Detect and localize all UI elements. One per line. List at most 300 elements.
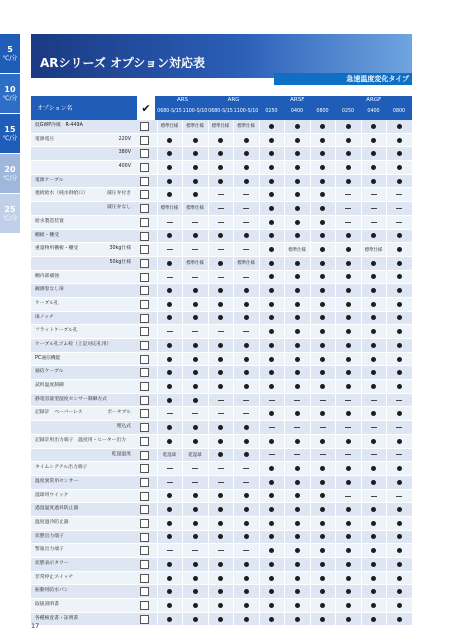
cell-available [285,490,310,503]
column-divider [361,188,362,201]
available-dot-icon [346,548,351,553]
column-divider [361,435,362,448]
cell-unavailable [183,407,208,420]
cell-text: 標準仕様 [364,247,383,253]
column-divider [208,449,209,462]
row-checkbox[interactable] [140,163,149,172]
cell-available [361,284,386,297]
column-divider [233,407,234,420]
column-divider [233,257,234,270]
column-divider [182,585,183,598]
column-divider [182,202,183,215]
column-divider [182,462,183,475]
cell-available [259,202,284,215]
available-dot-icon [320,480,325,485]
row-label-main: 記録計 ペーパーレス [35,410,83,416]
available-dot-icon [371,302,376,307]
row-checkbox[interactable] [140,327,149,336]
available-dot-icon [269,617,274,622]
cell-available [387,599,412,612]
column-divider [412,558,413,571]
row-checkbox[interactable] [140,574,149,583]
side-tab-number: 15 [4,124,16,134]
available-dot-icon [193,370,198,375]
column-divider [208,339,209,352]
available-dot-icon [371,480,376,485]
cell-available [310,243,335,256]
available-dot-icon [295,233,300,238]
column-divider [259,147,260,160]
column-divider [386,353,387,366]
column-divider [310,271,311,284]
available-dot-icon [193,233,198,238]
row-label-main: 重量物用棚板・棚受 [35,246,79,252]
available-dot-icon [371,439,376,444]
cell-available [361,558,386,571]
row-checkbox[interactable] [140,300,149,309]
cell-unavailable [387,394,412,407]
row-checkbox[interactable] [140,259,149,268]
row-checkbox[interactable] [140,218,149,227]
column-divider [361,544,362,557]
column-divider [182,298,183,311]
column-divider [386,271,387,284]
cell-available [234,147,259,160]
column-divider [284,325,285,338]
available-dot-icon [218,521,223,526]
available-dot-icon [244,603,249,608]
column-divider [208,572,209,585]
row-checkbox[interactable] [140,273,149,282]
cell-available [285,325,310,338]
column-divider [182,517,183,530]
row-label-main: 取扱説明書 [35,602,59,608]
dash-icon [218,194,224,195]
column-divider [259,380,260,393]
column-divider [233,134,234,147]
column-divider [335,544,336,557]
available-dot-icon [346,603,351,608]
side-tab[interactable] [0,194,20,233]
cell-available [208,421,233,434]
column-divider [310,353,311,366]
cell-available [336,572,361,585]
available-dot-icon [397,466,402,471]
available-dot-icon [269,480,274,485]
dash-icon [243,249,249,250]
cell-available [310,476,335,489]
dash-icon [218,468,224,469]
row-checkbox[interactable] [140,464,149,473]
column-divider [208,325,209,338]
column-divider [157,257,158,270]
row-checkbox[interactable] [140,615,149,624]
table-row [31,243,412,257]
cell-available [183,572,208,585]
column-divider [182,120,183,133]
cell-unavailable [361,188,386,201]
column-divider [182,394,183,407]
table-row [31,188,412,202]
cell-available [285,613,310,626]
row-checkbox[interactable] [140,149,149,158]
available-dot-icon [193,603,198,608]
side-tab[interactable] [0,114,20,153]
column-divider [259,585,260,598]
available-dot-icon [218,603,223,608]
dash-icon [167,331,173,332]
available-dot-icon [320,521,325,526]
column-divider [259,490,260,503]
header-group: ARSF [290,97,305,103]
column-divider [233,284,234,297]
available-dot-icon [167,138,172,143]
available-dot-icon [193,138,198,143]
available-dot-icon [371,370,376,375]
column-divider [208,585,209,598]
cell-available [336,558,361,571]
available-dot-icon [346,534,351,539]
row-checkbox[interactable] [140,382,149,391]
row-checkbox[interactable] [140,423,149,432]
table-header [31,96,412,120]
dash-icon [294,454,300,455]
available-dot-icon [397,589,402,594]
column-divider [182,599,183,612]
row-checkbox[interactable] [140,286,149,295]
available-dot-icon [269,124,274,129]
cell-available [310,517,335,530]
column-divider [335,613,336,626]
available-dot-icon [269,261,274,266]
available-dot-icon [167,233,172,238]
available-dot-icon [244,521,249,526]
cell-available [310,572,335,585]
row-checkbox[interactable] [140,587,149,596]
cell-available [285,544,310,557]
cell-available [387,284,412,297]
available-dot-icon [397,603,402,608]
available-dot-icon [218,233,223,238]
column-divider [335,202,336,215]
cell-available [336,175,361,188]
column-divider [208,613,209,626]
column-divider [208,175,209,188]
row-checkbox[interactable] [140,314,149,323]
cell-available [387,613,412,626]
available-dot-icon [218,288,223,293]
available-dot-icon [193,302,198,307]
row-label-sub: 50kg仕様 [109,259,131,265]
row-checkbox[interactable] [140,136,149,145]
row-checkbox[interactable] [140,341,149,350]
available-dot-icon [295,151,300,156]
column-divider [335,394,336,407]
available-dot-icon [244,315,249,320]
column-divider [208,134,209,147]
column-divider [361,298,362,311]
row-checkbox[interactable] [140,355,149,364]
row-label-sub: 減圧弁なし [107,205,131,211]
cell-available [361,147,386,160]
dash-icon [371,208,377,209]
cell-available [208,490,233,503]
row-checkbox[interactable] [140,560,149,569]
cell-available [285,230,310,243]
row-checkbox[interactable] [140,368,149,377]
column-divider [182,188,183,201]
cell-text: 標準仕様 [160,124,179,130]
column-divider [335,243,336,256]
available-dot-icon [244,384,249,389]
available-dot-icon [218,261,223,266]
row-checkbox[interactable] [140,232,149,241]
row-checkbox[interactable] [140,546,149,555]
dash-icon [218,277,224,278]
cell-available [387,380,412,393]
cell-available [336,298,361,311]
column-divider [361,243,362,256]
column-divider [361,284,362,297]
column-divider [233,476,234,489]
dash-icon [243,413,249,414]
row-checkbox[interactable] [140,519,149,528]
header-sub: 0400 [290,109,304,114]
cell-available [259,462,284,475]
cell-available [183,147,208,160]
cell-text: 標準仕様 [288,247,306,253]
cell-available [361,230,386,243]
available-dot-icon [193,617,198,622]
available-dot-icon [295,261,300,266]
cell-available [157,599,182,612]
column-divider [412,175,413,188]
column-divider [386,544,387,557]
cell-available [387,407,412,420]
available-dot-icon [218,425,223,430]
cell-available [234,558,259,571]
row-label-sub: 380V [118,150,131,156]
column-divider [259,476,260,489]
cell-unavailable [157,476,182,489]
available-dot-icon [167,151,172,156]
dash-icon [167,249,173,250]
cell-available [285,120,310,133]
column-divider [284,202,285,215]
column-divider [361,380,362,393]
column-divider [157,312,158,325]
available-dot-icon [371,617,376,622]
cell-available [361,353,386,366]
column-divider [412,407,413,420]
available-dot-icon [269,548,274,553]
column-divider [157,230,158,243]
side-tab[interactable] [0,74,20,113]
cell-unavailable [183,462,208,475]
column-divider [361,503,362,516]
available-dot-icon [346,617,351,622]
column-divider [182,421,183,434]
column-divider [233,312,234,325]
header-sub: 0680-S/15 [208,109,233,114]
cell-available [310,339,335,352]
cell-available [361,161,386,174]
column-divider [182,407,183,420]
row-label [35,216,135,229]
row-label-main: 状態出力端子 [35,533,64,539]
header-sub: 0680-S/15 [157,109,182,114]
dash-icon [396,400,402,401]
cell-available [157,517,182,530]
row-checkbox[interactable] [140,437,149,446]
available-dot-icon [244,493,249,498]
column-divider [208,531,209,544]
row-checkbox[interactable] [140,505,149,514]
available-dot-icon [218,384,223,389]
cell-available [259,380,284,393]
column-divider [386,558,387,571]
cell-available [259,353,284,366]
cell-unavailable [234,243,259,256]
row-checkbox[interactable] [140,409,149,418]
available-dot-icon [295,589,300,594]
cell-available [259,572,284,585]
table-row [31,435,412,449]
cell-available [208,599,233,612]
side-tab[interactable] [0,154,20,193]
column-divider [259,312,260,325]
row-checkbox[interactable] [140,204,149,213]
dash-icon [167,277,173,278]
row-checkbox[interactable] [140,177,149,186]
cell-available [361,531,386,544]
column-divider [259,503,260,516]
available-dot-icon [295,192,300,197]
available-dot-icon [269,343,274,348]
column-divider [335,298,336,311]
column-divider [386,161,387,174]
available-dot-icon [218,138,223,143]
column-divider [386,230,387,243]
available-dot-icon [193,315,198,320]
row-checkbox[interactable] [140,122,149,131]
available-dot-icon [346,138,351,143]
row-checkbox[interactable] [140,478,149,487]
row-checkbox[interactable] [140,492,149,501]
row-checkbox[interactable] [140,451,149,460]
row-checkbox[interactable] [140,245,149,254]
column-divider [335,230,336,243]
row-label [35,380,135,393]
column-divider [182,490,183,503]
dash-icon [218,550,224,551]
cell-unavailable [259,421,284,434]
row-label-main: 振動用防水パン [35,588,69,594]
table-row [31,257,412,271]
cell-available [234,353,259,366]
cell-unavailable [183,216,208,229]
dash-icon [167,468,173,469]
row-label-sub: 減圧弁付き [107,191,131,197]
cell-available [310,407,335,420]
cell-available [259,298,284,311]
available-dot-icon [193,343,198,348]
cell-unavailable [208,476,233,489]
row-checkbox[interactable] [140,396,149,405]
cell-available [336,353,361,366]
available-dot-icon [295,521,300,526]
column-divider [310,517,311,530]
available-dot-icon [346,357,351,362]
column-divider [182,339,183,352]
cell-available [157,284,182,297]
column-divider [310,476,311,489]
cell-unavailable [183,476,208,489]
column-divider [233,175,234,188]
column-divider [335,517,336,530]
column-divider [412,120,413,133]
side-tab-unit: ℃/分 [2,174,18,182]
cell-available [183,394,208,407]
cell-available [285,462,310,475]
column-divider [157,380,158,393]
column-divider [284,298,285,311]
column-divider [259,202,260,215]
cell-unavailable [208,394,233,407]
cell-unavailable [387,202,412,215]
cell-available [259,407,284,420]
cell-available [387,120,412,133]
cell-available [361,271,386,284]
available-dot-icon [320,439,325,444]
available-dot-icon [320,302,325,307]
column-divider [310,421,311,434]
row-label-main: 静電容量型湿度センサー制御方式 [35,396,107,402]
available-dot-icon [397,315,402,320]
cell-unavailable [387,449,412,462]
available-dot-icon [244,343,249,348]
column-divider [335,462,336,475]
row-checkbox[interactable] [140,190,149,199]
cell-available [183,490,208,503]
cell-available [310,216,335,229]
column-divider [157,188,158,201]
dash-icon [396,496,402,497]
cell-available [387,558,412,571]
row-checkbox[interactable] [140,533,149,542]
column-divider [182,558,183,571]
column-divider [386,517,387,530]
column-divider [412,230,413,243]
column-divider [233,517,234,530]
column-divider [335,134,336,147]
cell-available [259,120,284,133]
cell-text: 標準仕様 [237,124,255,130]
available-dot-icon [218,452,223,457]
column-divider [157,476,158,489]
available-dot-icon [295,343,300,348]
side-tab[interactable] [0,34,20,73]
available-dot-icon [371,261,376,266]
column-divider [284,599,285,612]
available-dot-icon [269,247,274,252]
cell-unavailable [259,449,284,462]
row-checkbox[interactable] [140,601,149,610]
available-dot-icon [346,562,351,567]
cell-available [310,175,335,188]
dash-icon [396,222,402,223]
available-dot-icon [346,411,351,416]
